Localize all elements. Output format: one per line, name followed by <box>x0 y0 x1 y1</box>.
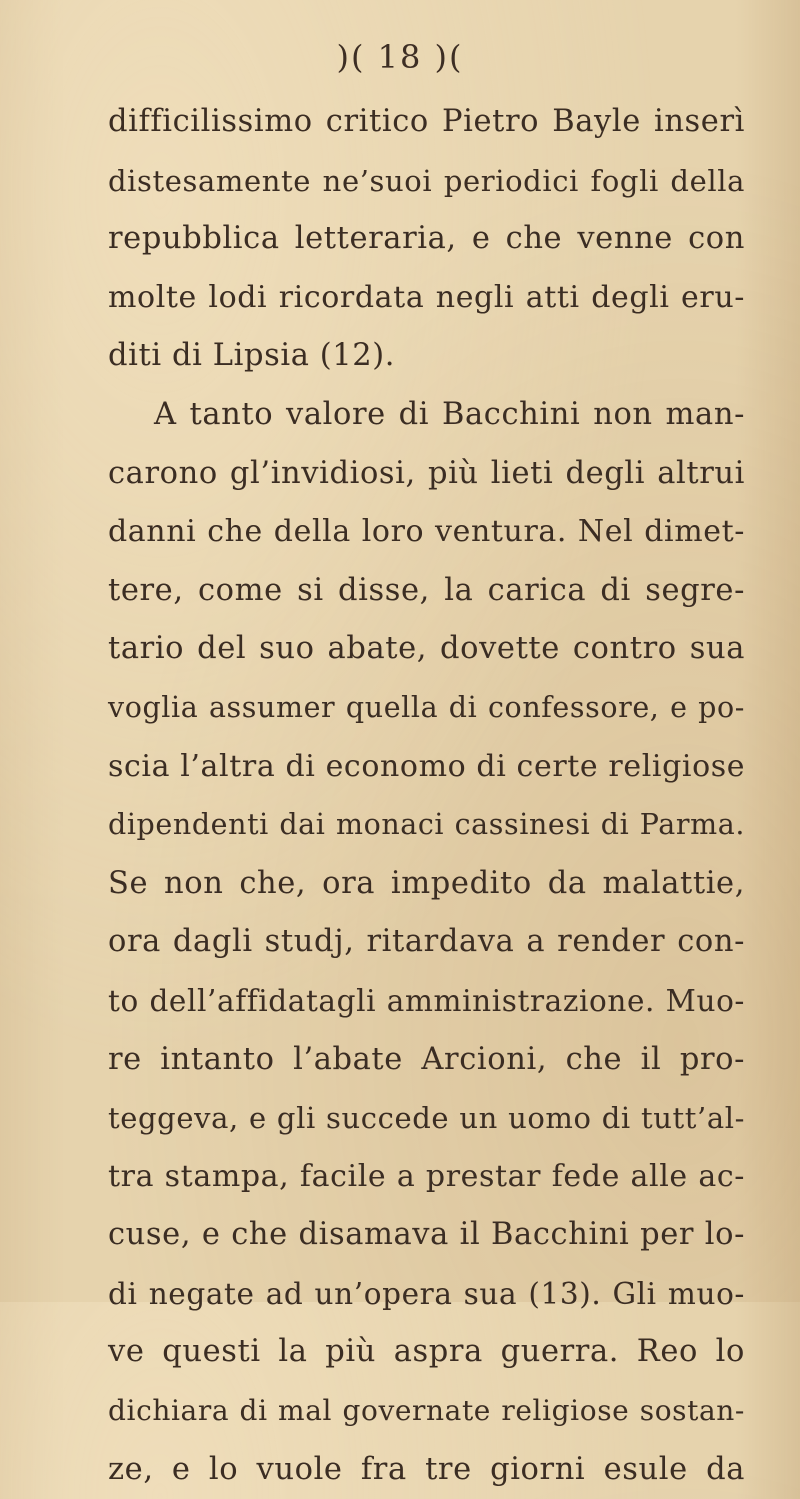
text-line: A tanto valore di Bacchini non man- <box>154 396 745 432</box>
text-line: scia l’altra di economo di certe religiose <box>108 748 746 784</box>
text-line: tario del suo abate, dovette contro sua <box>108 631 745 667</box>
body-text <box>108 93 745 1499</box>
text-line: re intanto l’abate Arcioni, che il pro- <box>108 1041 745 1077</box>
text-line: ze, e lo vuole fra tre giorni esule da <box>108 1451 745 1487</box>
text-line: cuse, e che disamava il Bacchini per lo- <box>108 1217 745 1253</box>
text-line: carono gl’invidiosi, più lieti degli altrui <box>108 455 745 491</box>
text-line: dipendenti dai monaci cassinesi di Parma. <box>108 808 745 842</box>
text-line: tere, come si disse, la carica di segre- <box>108 572 745 608</box>
page-header: )( 18 )( <box>336 38 464 76</box>
text-line: repubblica letteraria, e che venne con <box>108 221 745 257</box>
text-line: ora dagli studj, ritardava a render con- <box>108 924 745 960</box>
text-line: tra stampa, facile a prestar fede alle ac- <box>108 1158 745 1194</box>
text-line: distesamente ne’suoi periodici fogli della <box>108 163 745 198</box>
text-line: danni che della loro ventura. Nel dimet- <box>108 514 745 550</box>
text-line: ve questi la più aspra guerra. Reo lo <box>108 1334 745 1370</box>
text-line: to dell’affidatagli amministrazione. Muo- <box>108 983 745 1018</box>
text-line: diti di Lipsia (12). <box>108 338 396 374</box>
text-line: molte lodi ricordata negli atti degli eru- <box>108 279 745 315</box>
text-line: Se non che, ora impedito da malattie, <box>108 865 745 901</box>
text-line: di negate ad un’opera sua (13). Gli muo- <box>108 1276 745 1311</box>
text-line: dichiara di mal governate religiose sostan- <box>108 1394 745 1428</box>
text-line: difficilissimo critico Pietro Bayle inserì <box>108 104 745 139</box>
text-line: teggeva, e gli succede un uomo di tutt’al- <box>108 1101 745 1136</box>
text-line: voglia assumer quella di confessore, e po- <box>108 690 745 724</box>
